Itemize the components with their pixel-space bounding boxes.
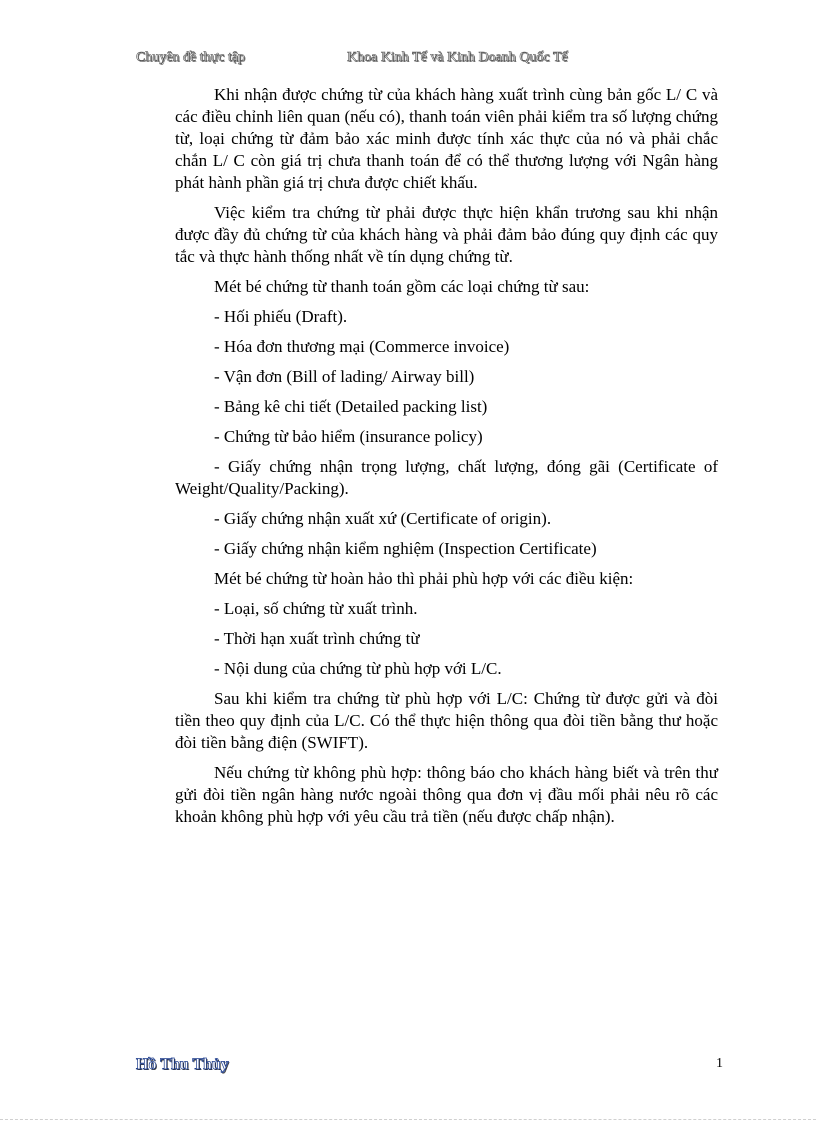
list-item-condition-content: - Nội dung của chứng từ phù hợp với L/C. — [214, 659, 502, 678]
list-item-draft: - Hối phiếu (Draft). — [214, 307, 348, 326]
list-item-inspection-certificate: - Giấy chứng nhận kiểm nghiệm (Inspection Certificate) — [214, 539, 597, 558]
header-course-title: Chuyên đề thực tập — [136, 50, 246, 65]
page-header — [0, 50, 816, 72]
list-item-condition-type-quantity: - Loại, số chứng từ xuất trình. — [214, 599, 418, 618]
list-item-condition-deadline: - Thời hạn xuất trình chứng từ — [214, 629, 420, 648]
list-item-certificate-of-origin: - Giấy chứng nhận xuất xứ (Certificate of origin). — [214, 509, 552, 528]
list-item-bill-of-lading: - Vận đơn (Bill of lading/ Airway bill) — [214, 367, 475, 386]
paragraph-conditions-intro: Mét bé chứng từ hoàn hảo thì phải phù hợp với các điều kiện: — [214, 569, 634, 588]
paragraph-document-receipt: Khi nhận được chứng từ của khách hàng xuất trình cùng bản gốc L/ C và các điều chỉnh liên quan (nếu có), thanh toán viên phải kiểm tra số lượng chứng từ, loại chứng từ đảm bảo xác minh được tính xác thực của nó và phải chắc chắn L/ C còn giá trị chưa thanh toán để có thể thương lượng với Ngân hàng phát hành phần giá trị chưa được chiết khấu. — [175, 85, 718, 192]
paragraph-document-inspection: Việc kiểm tra chứng từ phải được thực hiện khẩn trương sau khi nhận được đầy đủ chứng từ của khách hàng và phải đảm bảo đúng quy định các quy tắc và thực hành thống nhất về tín dụng chứng từ. — [175, 203, 718, 266]
header-faculty-name: Khoa Kinh Tế và Kinh Doanh Quốc Tế — [347, 50, 568, 65]
paragraph-docs-list-intro: Mét bé chứng từ thanh toán gồm các loại chứng từ sau: — [214, 277, 590, 296]
list-item-packing-list: - Bảng kê chi tiết (Detailed packing list) — [214, 397, 488, 416]
document-body — [175, 84, 718, 836]
list-item-commerce-invoice: - Hóa đơn thương mại (Commerce invoice) — [214, 337, 510, 356]
paragraph-noncompliant-documents: Nếu chứng từ không phù hợp: thông báo cho khách hàng biết và trên thư gửi đòi tiền ngân hàng nước ngoài thông qua đơn vị đầu mối phải nêu rõ các khoản không phù hợp với yêu cầu trả tiền (nếu được chấp nhận). — [175, 763, 718, 826]
paragraph-compliant-documents: Sau khi kiểm tra chứng từ phù hợp với L/C: Chứng từ được gửi và đòi tiền theo quy định của L/C. Có thể thực hiện thông qua đòi tiền bằng thư hoặc đòi tiền bằng điện (SWIFT). — [175, 689, 718, 752]
list-item-insurance-policy: - Chứng từ bảo hiểm (insurance policy) — [214, 427, 483, 446]
page-number: 1 — [716, 1056, 723, 1071]
list-item-weight-quality-certificate: - Giấy chứng nhận trọng lượng, chất lượng, đóng gãi (Certificate of Weight/Quality/Packing). — [175, 457, 718, 498]
page-bottom-divider — [0, 1119, 816, 1120]
footer-author-name: Hồ Thu Thủy — [136, 1056, 229, 1073]
